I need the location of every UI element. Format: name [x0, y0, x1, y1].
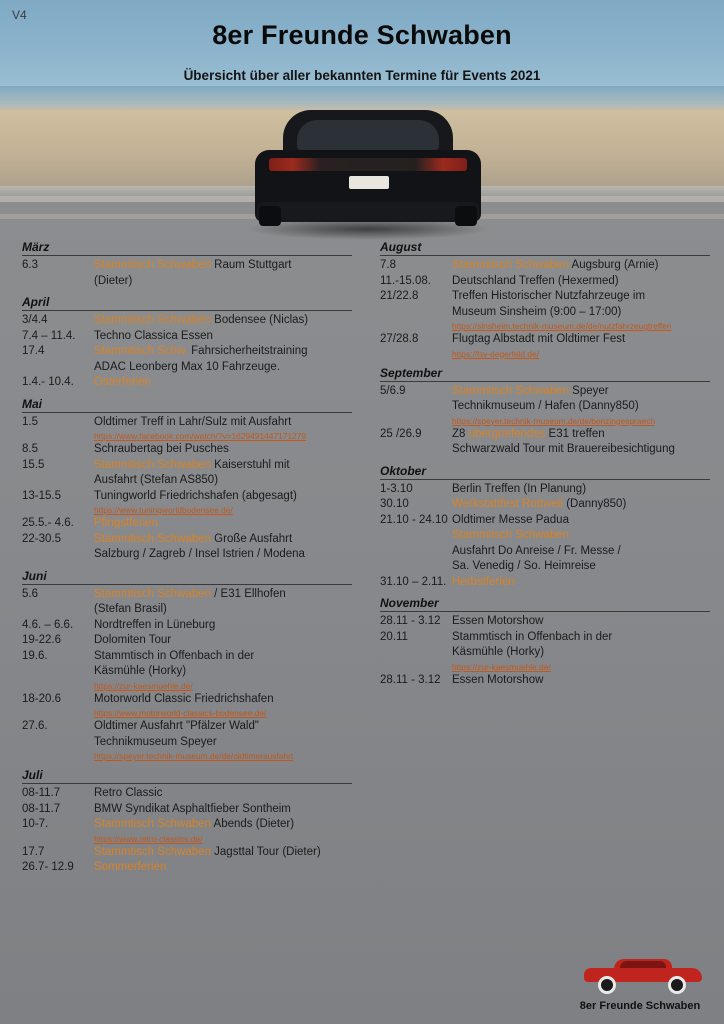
event-row	[22, 375, 352, 391]
event-link[interactable]: https://zur-kaesmuehle.de/	[94, 680, 193, 691]
event-detail-line: Schwarzwald Tour mit Brauereibesichtigung	[452, 443, 675, 455]
logo-car-wheel-front	[598, 976, 616, 994]
event-row	[380, 289, 710, 305]
event-text: Fahrsicherheitstraining	[187, 345, 308, 357]
event-date: 7.4 – 11.4.	[22, 329, 76, 342]
month-heading: Juli	[22, 768, 352, 784]
event-description	[94, 458, 352, 474]
event-text: Retro Classic	[94, 787, 163, 799]
event-text-tail: E31 treffen	[545, 427, 605, 440]
event-text: Kaiserstuhl mit	[210, 458, 290, 471]
event-description	[452, 673, 710, 689]
event-detail-line: Käsmühle (Horky)	[94, 665, 187, 677]
event-link-row	[22, 750, 352, 762]
event-row	[380, 575, 710, 591]
event-link-row	[380, 415, 710, 427]
event-description	[452, 513, 710, 529]
event-description	[452, 258, 710, 274]
event-highlight: Stammtisch Schwaben	[94, 259, 211, 271]
event-row	[380, 384, 710, 400]
event-date: 18-20.6	[22, 692, 62, 705]
event-text: Oldtimer Messe Padua	[452, 513, 569, 526]
event-text: Bodensee (Niclas)	[210, 314, 309, 326]
event-description	[94, 845, 352, 861]
event-date: 1-3.10	[380, 482, 413, 495]
event-link[interactable]: https://www.motorworld-classics-bodensee.de/	[94, 708, 267, 718]
car-taillights	[269, 158, 467, 171]
month-heading: November	[380, 596, 710, 612]
event-description	[94, 649, 352, 665]
month-heading: September	[380, 366, 710, 382]
event-row	[380, 513, 710, 529]
bmw-8-series-photo	[253, 110, 483, 242]
event-text: Schraubertag bei Pusches	[94, 443, 229, 455]
event-row	[22, 516, 352, 532]
month-heading: Juni	[22, 569, 352, 585]
event-highlight: Werkstattfest Rottweil	[452, 498, 563, 510]
event-row	[22, 442, 352, 458]
event-date: 20.11	[380, 630, 408, 643]
event-date: 19-22.6	[22, 634, 62, 646]
event-row	[380, 630, 710, 646]
event-text: Essen Motorshow	[452, 673, 544, 686]
event-description	[452, 332, 710, 348]
event-highlight: Stammtisch Schwaben	[452, 384, 569, 397]
event-row	[22, 329, 352, 345]
event-link[interactable]: https://lsv-degerfeld.de/	[452, 348, 540, 359]
event-detail-line: Technikmuseum / Hafen (Danny850)	[452, 400, 639, 412]
event-link[interactable]: https://speyer.technik-museum.de/de/benzingespraech	[452, 415, 655, 426]
event-text: BMW Syndikat Asphaltfieber Sontheim	[94, 802, 291, 815]
holiday-label: Herbstferien	[452, 575, 515, 588]
event-row	[380, 673, 710, 689]
event-text: Treffen Historischer Nutzfahrzeuge im	[452, 290, 646, 302]
event-highlight: Stammtisch Schwaben	[94, 532, 211, 545]
event-date: 17.7	[22, 845, 45, 858]
event-text: Deutschland Treffen (Hexermed)	[452, 274, 619, 287]
month-heading: Mai	[22, 397, 352, 413]
holiday-label: Sommerferien	[94, 861, 167, 873]
event-description	[452, 614, 710, 630]
event-detail-line: Ausfahrt (Stefan AS850)	[94, 474, 219, 486]
event-description	[452, 427, 710, 443]
event-text: Stammtisch in Offenbach in der	[94, 649, 255, 662]
event-text: Berlin Treffen (In Planung)	[452, 482, 587, 495]
event-link-row	[22, 504, 352, 516]
event-date: 5.6	[22, 587, 38, 600]
event-highlight: Stammtisch Schw.	[94, 345, 188, 357]
event-highlight: Stammtisch Schwaben	[94, 587, 211, 600]
event-row	[22, 344, 352, 360]
car-wheel-left	[259, 206, 281, 226]
event-description	[94, 802, 352, 818]
event-highlight: Stammtisch Schwaben	[452, 259, 569, 271]
event-description	[94, 587, 352, 603]
event-date: 5/6.9	[380, 384, 406, 397]
event-description	[94, 618, 352, 634]
event-text: Nordtreffen in Lüneburg	[94, 618, 216, 631]
holiday-label: Osterferien	[94, 376, 151, 388]
event-row	[22, 719, 352, 735]
event-detail-line: Käsmühle (Horky)	[452, 646, 545, 658]
event-description	[94, 633, 352, 649]
event-date: 21.10 - 24.10	[380, 513, 448, 526]
event-row	[380, 427, 710, 443]
event-date: 21/22.8	[380, 290, 419, 302]
event-description	[94, 344, 352, 360]
event-row	[380, 497, 710, 513]
event-highlight: Stammtisch Schwaben	[94, 818, 211, 830]
sea-band	[0, 86, 724, 112]
event-text: Stammtisch in Offenbach in der	[452, 630, 613, 643]
event-date: 7.8	[380, 259, 396, 271]
event-date: 22-30.5	[22, 532, 62, 545]
club-logo	[570, 958, 710, 1012]
event-row	[380, 258, 710, 274]
event-row	[22, 786, 352, 802]
event-row	[22, 313, 352, 329]
event-row	[22, 802, 352, 818]
event-description	[94, 313, 352, 329]
event-link-row	[380, 661, 710, 673]
event-highlight: Stammtisch Schwaben	[94, 845, 211, 858]
event-description	[94, 415, 352, 431]
event-row	[380, 274, 710, 290]
event-description	[94, 786, 352, 802]
event-link-row	[380, 348, 710, 360]
event-text: Z8	[452, 427, 469, 440]
event-date: 28.11 - 3.12	[380, 673, 441, 686]
event-date: 30.10	[380, 498, 409, 510]
event-row	[22, 489, 352, 505]
event-row	[22, 860, 352, 876]
event-date: 4.6. – 6.6.	[22, 618, 74, 631]
event-description	[94, 375, 352, 391]
event-detail-line: Museum Sinsheim (9:00 – 17:00)	[452, 305, 622, 318]
event-date: 10-7.	[22, 818, 49, 830]
event-text: Dolomiten Tour	[94, 634, 172, 646]
event-description	[94, 442, 352, 458]
event-detail-line: Ausfahrt Do Anreise / Fr. Messe /	[452, 544, 621, 557]
event-date: 17.4	[22, 345, 45, 357]
event-link[interactable]: https://www.tuningworldbodensee.de/	[94, 505, 233, 515]
event-row	[22, 532, 352, 548]
car-bumper	[257, 202, 479, 222]
event-date: 19.6.	[22, 649, 48, 662]
month-heading: Oktober	[380, 464, 710, 480]
version-label: V4	[12, 8, 27, 22]
car-wheel-right	[455, 206, 477, 226]
event-row	[380, 482, 710, 498]
event-description	[94, 329, 352, 345]
event-description	[452, 575, 710, 591]
event-detail-line: (Dieter)	[94, 274, 133, 287]
event-description	[94, 692, 352, 708]
event-highlight-inline: übergreifendes	[468, 427, 546, 440]
event-row	[22, 415, 352, 431]
logo-car-wheel-rear	[668, 976, 686, 994]
event-text: Flugtag Albstadt mit Oldtimer Fest	[452, 333, 626, 345]
event-description	[452, 482, 710, 498]
event-link[interactable]: https://speyer.technik-museum.de/de/oldtimerausfahrt	[94, 751, 294, 761]
event-row	[380, 332, 710, 348]
event-highlight: Stammtisch Schwaben	[94, 458, 211, 471]
event-row	[22, 649, 352, 665]
event-detail-line: Sa. Venedig / So. Heimreise	[452, 560, 596, 572]
event-link[interactable]: https://www.retro-classics.de/	[94, 833, 203, 844]
event-date: 8.5	[22, 443, 38, 455]
event-description	[452, 630, 710, 646]
event-text: Augsburg (Arnie)	[568, 259, 659, 271]
event-description	[94, 817, 352, 833]
event-text: Große Ausfahrt	[210, 532, 293, 545]
event-text: Abends (Dieter)	[210, 818, 295, 830]
month-heading: August	[380, 240, 710, 256]
event-date: 08-11.7	[22, 787, 61, 799]
event-row	[22, 633, 352, 649]
event-date: 6.3	[22, 259, 38, 271]
event-description	[94, 860, 352, 876]
page-subtitle: Übersicht über aller bekannten Termine für Events 2021	[183, 68, 541, 83]
event-date: 31.10 – 2.11.	[380, 575, 447, 588]
month-heading: April	[22, 295, 352, 311]
event-date: 27.6.	[22, 720, 48, 732]
event-detail-line: Salzburg / Zagreb / Insel Istrien / Modena	[94, 548, 305, 560]
event-text: Tuningworld Friedrichshafen (abgesagt)	[94, 489, 297, 502]
event-text: Jagsttal Tour (Dieter)	[210, 845, 321, 858]
event-date: 15.5	[22, 458, 45, 471]
event-text: Raum Stuttgart	[210, 259, 292, 271]
event-description	[94, 258, 352, 274]
holiday-label: Pfingstferien	[94, 517, 158, 529]
event-date: 1.4.- 10.4.	[22, 376, 74, 388]
event-link[interactable]: https://www.facebook.com/watch/?v=1629491447171279	[94, 431, 307, 441]
event-date: 1.5	[22, 415, 38, 428]
event-text: Essen Motorshow	[452, 615, 544, 627]
event-row	[22, 258, 352, 274]
event-text: Techno Classica Essen	[94, 329, 213, 342]
event-description	[452, 274, 710, 290]
event-description	[452, 497, 710, 513]
event-row	[22, 587, 352, 603]
event-row	[22, 618, 352, 634]
event-date: 26.7- 12.9	[22, 861, 74, 873]
event-link[interactable]: https://zur-kaesmuehle.de/	[452, 661, 551, 672]
event-highlight: Stammtisch Schwaben	[94, 314, 211, 326]
event-description	[94, 532, 352, 548]
event-description	[94, 489, 352, 505]
event-highlight: Stammtisch Schwaben	[452, 529, 569, 541]
car-license-plate	[349, 176, 389, 189]
event-detail-line: Technikmuseum Speyer	[94, 735, 217, 748]
event-row	[22, 692, 352, 708]
event-detail-line: ADAC Leonberg Max 10 Fahrzeuge.	[94, 360, 281, 373]
event-text: Speyer	[568, 384, 609, 397]
event-link-row	[22, 680, 352, 692]
event-date: 08-11.7	[22, 802, 61, 815]
event-date: 13-15.5	[22, 489, 62, 502]
event-text: Oldtimer Treff in Lahr/Sulz mit Ausfahrt	[94, 415, 292, 428]
event-description	[94, 516, 352, 532]
event-row	[22, 845, 352, 861]
event-date: 27/28.8	[380, 333, 419, 345]
event-description	[452, 384, 710, 400]
month-heading: März	[22, 240, 352, 256]
event-row	[22, 817, 352, 833]
event-detail-line: (Stefan Brasil)	[94, 603, 167, 615]
event-link-row	[22, 707, 352, 719]
logo-text: 8er Freunde Schwaben	[579, 1000, 701, 1012]
page-title: 8er Freunde Schwaben	[212, 20, 512, 50]
event-text: Oldtimer Ausfahrt "Pfälzer Wald"	[94, 720, 259, 732]
logo-car-icon	[584, 958, 702, 988]
event-date: 28.11 - 3.12	[380, 615, 441, 627]
event-date: 11.-15.08.	[380, 274, 431, 287]
event-text: (Danny850)	[563, 498, 627, 510]
event-description	[94, 719, 352, 735]
event-link-row	[22, 430, 352, 442]
event-row	[380, 614, 710, 630]
events-column-right	[380, 240, 710, 688]
event-link-row	[22, 833, 352, 845]
event-date: 25 /26.9	[380, 427, 422, 440]
event-row	[22, 458, 352, 474]
car-rear-window	[297, 120, 439, 150]
event-date: 3/4.4	[22, 314, 48, 326]
event-detail-line	[380, 528, 710, 544]
event-link-row	[380, 320, 710, 332]
event-description	[452, 289, 710, 305]
event-date: 25.5.- 4.6.	[22, 517, 74, 529]
event-text: Motorworld Classic Friedrichshafen	[94, 692, 274, 705]
event-text: / E31 Ellhofen	[210, 587, 286, 600]
events-column-left	[22, 240, 352, 876]
event-link[interactable]: https://sinsheim.technik-museum.de/de/nutzfahrzeugtreffen	[452, 321, 672, 331]
